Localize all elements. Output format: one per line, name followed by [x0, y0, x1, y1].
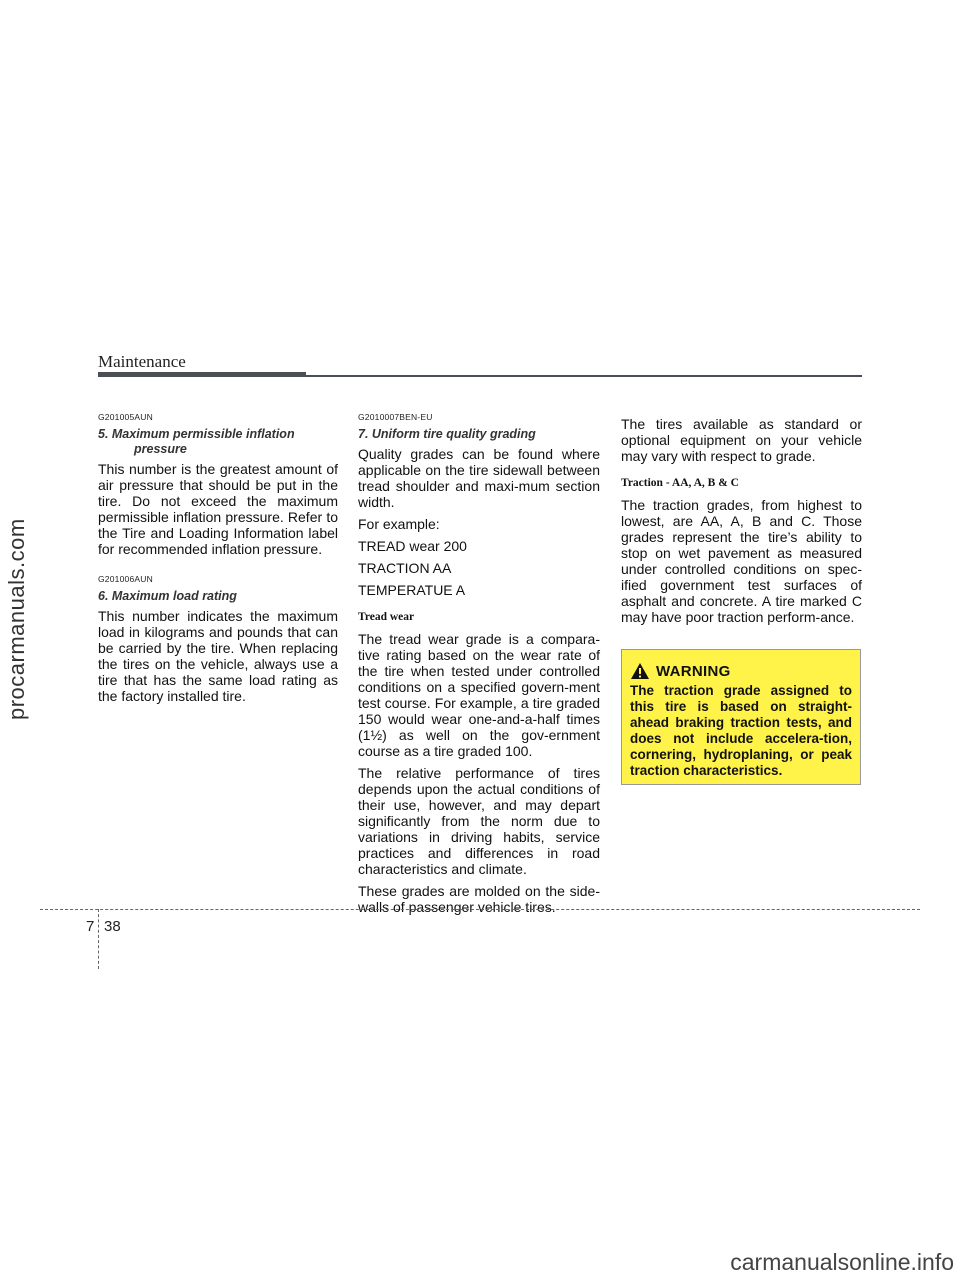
section-title: Maintenance — [98, 352, 186, 371]
warning-text: The traction grade assigned to this tire is based on straight-ahead braking traction tests, and does not include accelera-tion, cornering, hydroplaning, or peak traction characteristics. — [630, 683, 852, 778]
example-line: TREAD wear 200 — [358, 538, 467, 554]
footer-divider — [98, 909, 99, 969]
chapter-number: 7 — [86, 918, 95, 935]
column-1 — [98, 412, 338, 710]
example-line: TRACTION AA — [358, 560, 452, 576]
paragraph: The tread wear grade is a compara-tive rating based on the wear rate of the tire when tested under controlled conditions on a specified govern-ment test course. For example, a tire graded 150 would wear one-and-a-half times (1½) as well on the gov-ernment course as a tire graded 100. — [358, 631, 600, 759]
warning-triangle-icon — [630, 662, 650, 680]
column-2 — [358, 412, 600, 921]
section-code: G201005AUN — [98, 412, 153, 422]
footer-rule — [40, 909, 920, 910]
section-heading: 7. Uniform tire quality grading — [358, 427, 536, 441]
heading-line: pressure — [134, 442, 187, 456]
header-rule-thick — [98, 372, 306, 377]
paragraph: The relative performance of tires depends upon the actual conditions of their use, however, and may depart significantly from the norm due to variations in driving habits, service practices and differences in road characteristics and climate. — [358, 765, 600, 877]
paragraph: The traction grades, from highest to lowest, are AA, A, B and C. Those grades represent the tire’s ability to stop on wet pavement as measured under controlled conditions on spec-ified government test surfaces of asphalt and concrete. A tire marked C may have poor traction perform-ance. — [621, 497, 862, 625]
warning-box — [621, 649, 861, 785]
heading-line: 5. Maximum permissible inflation — [98, 427, 295, 441]
bottom-watermark: carmanualsonline.info — [730, 1249, 954, 1275]
sub-heading: Traction - AA, A, B & C — [621, 477, 739, 489]
paragraph: Quality grades can be found where applicable on the tire sidewall between tread shoulder and maxi-mum section width. — [358, 446, 600, 510]
page-number: 38 — [104, 918, 121, 935]
paragraph: This number is the greatest amount of air pressure that should be put in the tire. Do not exceed the maximum permissible inflation pressure. Refer to the Tire and Loading Information label for recommended inflation pressure. — [98, 461, 338, 557]
warning-title: WARNING — [656, 662, 731, 680]
side-watermark: procarmanuals.com — [4, 518, 29, 720]
paragraph: This number indicates the maximum load in kilograms and pounds that can be carried by the tire. When replacing the tires on the vehicle, always use a tire that has the same load rating as the factory installed tire. — [98, 608, 338, 704]
paragraph: These grades are molded on the side-walls of passenger vehicle tires. — [358, 883, 600, 915]
example-line: TEMPERATUE A — [358, 582, 466, 598]
example-label: For example: — [358, 516, 440, 532]
column-3 — [621, 416, 862, 631]
section-code: G2010007BEN-EU — [358, 412, 433, 422]
section-code: G201006AUN — [98, 574, 153, 584]
header-rule-thin — [306, 375, 862, 377]
warning-header — [630, 662, 852, 680]
section-heading — [98, 427, 338, 457]
section-heading: 6. Maximum load rating — [98, 589, 237, 603]
sub-heading: Tread wear — [358, 611, 415, 623]
paragraph: The tires available as standard or optional equipment on your vehicle may vary with respect to grade. — [621, 416, 862, 464]
